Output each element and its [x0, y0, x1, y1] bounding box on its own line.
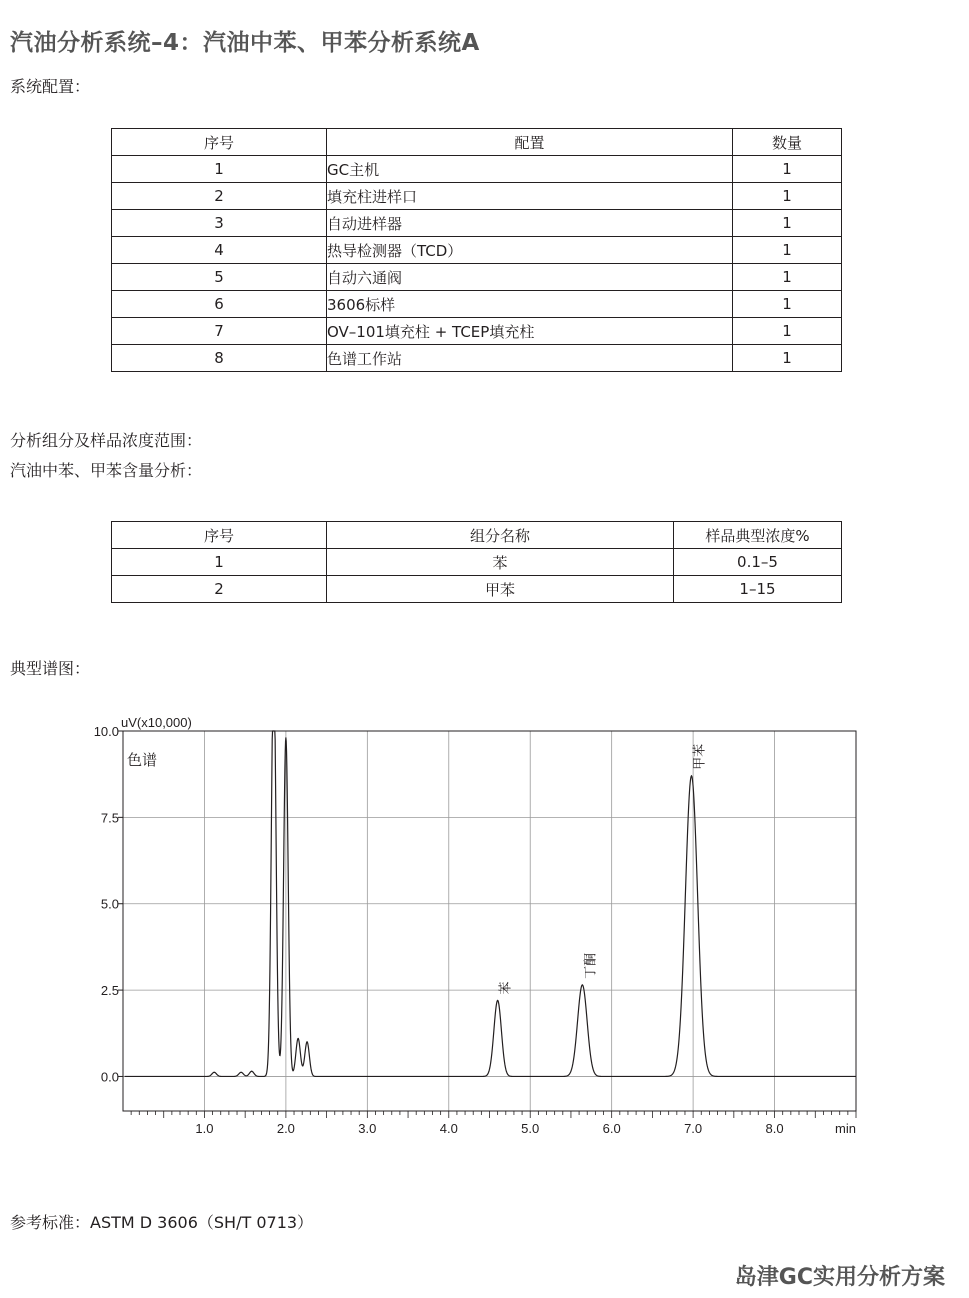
- table-cell: 5: [112, 264, 327, 291]
- table-cell: 热导检测器（TCD）: [327, 237, 733, 264]
- x-tick-label: 4.0: [439, 1121, 458, 1136]
- table-header-row: [112, 129, 842, 156]
- footer-brand: 岛津GC实用分析方案: [734, 1265, 945, 1290]
- reference-standard: 参考标准：ASTM D 3606（SH/T 0713）: [10, 1213, 314, 1232]
- table-row: [112, 576, 842, 603]
- table-cell: 自动进样器: [327, 210, 733, 237]
- table-cell: 1: [733, 210, 842, 237]
- table-cell: 0.1–5: [674, 549, 842, 576]
- table-cell: 苯: [327, 549, 674, 576]
- peak-marker: [582, 984, 583, 985]
- table-cell: 8: [112, 345, 327, 372]
- table-cell: 1–15: [674, 576, 842, 603]
- y-tick-label: 2.5: [100, 983, 119, 999]
- table-cell: 3606标样: [327, 291, 733, 318]
- column-header: 序号: [112, 522, 327, 549]
- peak-marker: [214, 1072, 215, 1073]
- table-row: [112, 264, 842, 291]
- table-cell: 1: [733, 183, 842, 210]
- column-header: 样品典型浓度%: [674, 522, 842, 549]
- table-cell: 1: [733, 318, 842, 345]
- table-cell: 1: [733, 264, 842, 291]
- x-tick-label: 6.0: [602, 1121, 621, 1136]
- peak-marker: [298, 1038, 299, 1039]
- y-axis-label: uV(x10,000): [121, 715, 192, 730]
- column-header: 组分名称: [327, 522, 674, 549]
- table-row: [112, 291, 842, 318]
- x-tick-label: 5.0: [521, 1121, 540, 1136]
- x-tick-label: 2.0: [276, 1121, 295, 1136]
- table-cell: 1: [112, 156, 327, 183]
- chromatogram-heading: 典型谱图：: [10, 659, 91, 678]
- peak-marker: [251, 1071, 252, 1072]
- column-header: 数量: [733, 129, 842, 156]
- x-tick-label: 8.0: [765, 1121, 784, 1136]
- components-heading: 分析组分及样品浓度范围：: [10, 431, 203, 450]
- table-cell: 3: [112, 210, 327, 237]
- table-row: [112, 345, 842, 372]
- y-tick-label: 0.0: [100, 1069, 119, 1085]
- y-tick-label: 7.5: [100, 810, 119, 826]
- column-header: 序号: [112, 129, 327, 156]
- peak-marker: [306, 1041, 307, 1042]
- table-row: [112, 156, 842, 183]
- config-table: [111, 128, 842, 372]
- table-cell: 甲苯: [327, 576, 674, 603]
- table-row: [112, 318, 842, 345]
- table-cell: 1: [112, 549, 327, 576]
- x-tick-label: 7.0: [684, 1121, 703, 1136]
- x-axis-label: min: [835, 1121, 856, 1136]
- table-cell: GC主机: [327, 156, 733, 183]
- table-cell: 自动六通阀: [327, 264, 733, 291]
- chart-axes: [118, 731, 856, 1118]
- peak-marker: [691, 775, 692, 776]
- chart-grid: [123, 731, 856, 1111]
- x-tick-label: 3.0: [358, 1121, 377, 1136]
- config-heading: 系统配置：: [10, 77, 91, 96]
- table-cell: 2: [112, 576, 327, 603]
- peak-marker: [273, 730, 274, 731]
- plot-frame: [123, 731, 856, 1111]
- table-cell: 7: [112, 318, 327, 345]
- peak-marker: [240, 1072, 241, 1073]
- table-header-row: [112, 522, 842, 549]
- chromatogram-chart: [0, 700, 969, 1150]
- peak-marker: [285, 737, 286, 738]
- table-cell: 填充柱进样口: [327, 183, 733, 210]
- chart-labels: [94, 715, 856, 1136]
- page-title: 汽油分析系统–4：汽油中苯、甲苯分析系统A: [10, 30, 480, 56]
- table-row: [112, 549, 842, 576]
- peak-marker: [497, 1000, 498, 1001]
- y-tick-label: 5.0: [100, 896, 119, 912]
- table-cell: 6: [112, 291, 327, 318]
- peak-label: 丁酮: [582, 952, 598, 979]
- components-table: [111, 521, 842, 603]
- table-cell: 1: [733, 291, 842, 318]
- peak-label: 甲苯: [691, 743, 707, 770]
- table-cell: 1: [733, 345, 842, 372]
- trace-label: 色谱: [127, 752, 158, 769]
- table-cell: 1: [733, 237, 842, 264]
- table-cell: 色谱工作站: [327, 345, 733, 372]
- table-cell: 2: [112, 183, 327, 210]
- peak-label: 苯: [497, 981, 513, 995]
- table-cell: 1: [733, 156, 842, 183]
- y-tick-label: 10.0: [93, 724, 119, 739]
- x-tick-label: 1.0: [195, 1121, 214, 1136]
- column-header: 配置: [327, 129, 733, 156]
- table-row: [112, 237, 842, 264]
- table-row: [112, 210, 842, 237]
- components-subheading: 汽油中苯、甲苯含量分析：: [10, 461, 203, 480]
- table-row: [112, 183, 842, 210]
- table-cell: 4: [112, 237, 327, 264]
- table-cell: OV–101填充柱 + TCEP填充柱: [327, 318, 733, 345]
